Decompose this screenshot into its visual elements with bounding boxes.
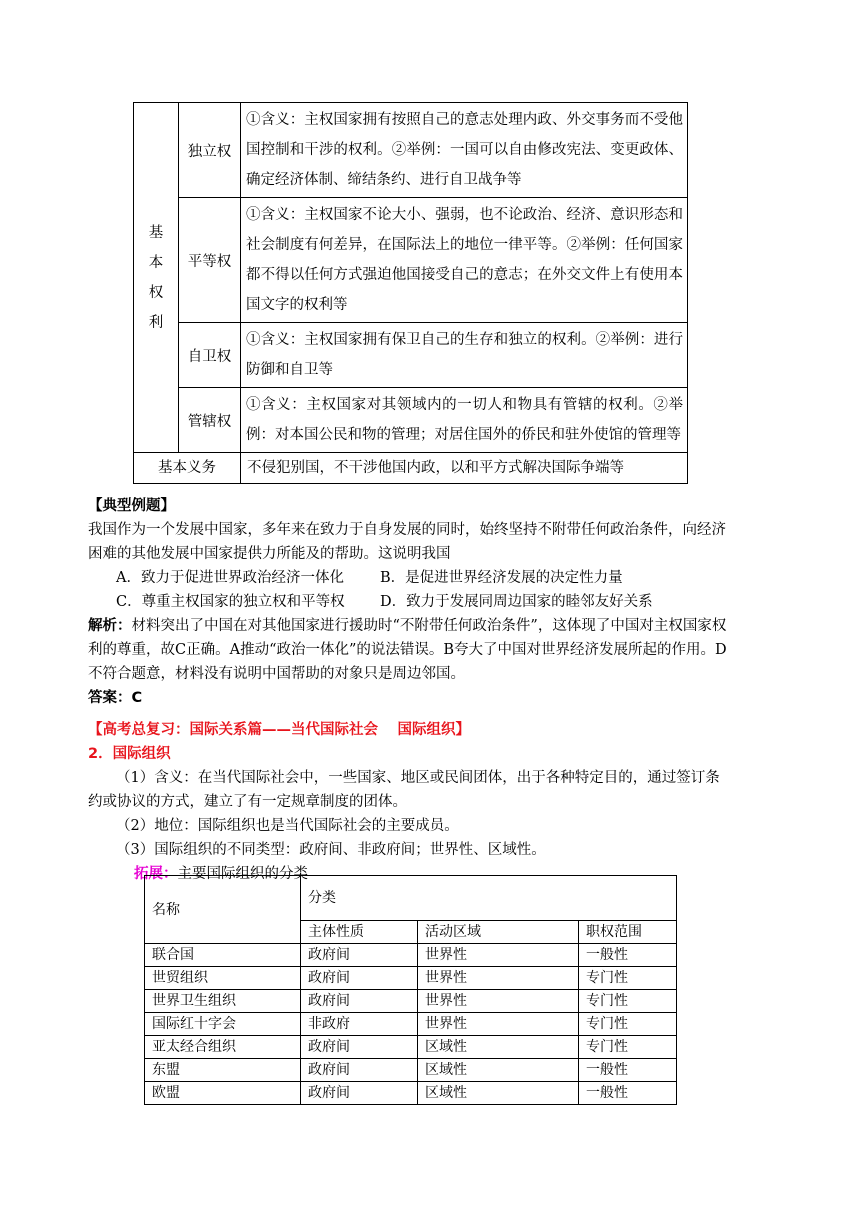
category-char: 利 xyxy=(148,314,164,331)
rights-row-jurisdiction xyxy=(134,388,688,453)
subheader-scope: 职权范围 xyxy=(579,921,677,944)
org-scope: 专门性 xyxy=(579,967,677,990)
table-row xyxy=(145,990,677,1013)
status-item: （2）地位：国际组织也是当代国际社会的主要成员。 xyxy=(116,818,459,834)
org-region: 区域性 xyxy=(418,1036,579,1059)
org-name: 欧盟 xyxy=(145,1082,301,1105)
org-nature: 政府间 xyxy=(301,1059,418,1082)
org-region: 世界性 xyxy=(418,944,579,967)
org-region: 世界性 xyxy=(418,1013,579,1036)
org-nature: 非政府 xyxy=(301,1013,418,1036)
right-name: 独立权 xyxy=(179,103,241,198)
rights-row-independence xyxy=(134,103,688,198)
option-c: C．尊重主权国家的独立权和平等权 xyxy=(116,594,345,610)
right-description: ①含义：主权国家对其领域内的一切人和物具有管辖的权利。②举例：对本国公民和物的管理；对居住国外的侨民和驻外使馆的管理等 xyxy=(241,388,688,453)
table-row xyxy=(145,944,677,967)
org-nature: 政府间 xyxy=(301,1036,418,1059)
right-name: 管辖权 xyxy=(179,388,241,453)
section-heading: 2．国际组织 xyxy=(88,746,171,762)
org-scope: 专门性 xyxy=(579,1013,677,1036)
org-name: 联合国 xyxy=(145,944,301,967)
org-scope: 一般性 xyxy=(579,1082,677,1105)
table-row xyxy=(145,1059,677,1082)
org-scope: 一般性 xyxy=(579,944,677,967)
org-nature: 政府间 xyxy=(301,967,418,990)
extension-label: 拓展： xyxy=(134,866,178,882)
rights-row-equality xyxy=(134,198,688,323)
org-region: 世界性 xyxy=(418,967,579,990)
extension-text: 主要国际组织的分类 xyxy=(177,866,308,882)
org-name: 世贸组织 xyxy=(145,967,301,990)
org-name: 东盟 xyxy=(145,1059,301,1082)
org-name: 亚太经合组织 xyxy=(145,1036,301,1059)
option-b: B．是促进世界经济发展的决定性力量 xyxy=(380,570,623,586)
review-title: 【高考总复习：国际关系篇——当代国际社会 国际组织】 xyxy=(88,722,471,738)
review-section xyxy=(88,718,728,886)
org-scope: 专门性 xyxy=(579,990,677,1013)
answer-line xyxy=(88,686,728,710)
right-description: ①含义：主权国家拥有按照自己的意志处理内政、外交事务而不受他国控制和干涉的权利。②举例：一国可以自由修改宪法、变更政体、确定经济体制、缔结条约、进行自卫战争等 xyxy=(241,103,688,198)
option-a: A．致力于促进世界政治经济一体化 xyxy=(116,570,344,586)
org-nature: 政府间 xyxy=(301,944,418,967)
example-question: 我国作为一个发展中国家，多年来在致力于自身发展的同时，始终坚持不附带任何政治条件，向经济困难的其他发展中国家提供力所能及的帮助。这说明我国 xyxy=(88,522,726,562)
right-name: 平等权 xyxy=(179,198,241,323)
category-char: 权 xyxy=(148,284,164,301)
org-header-row xyxy=(145,876,677,921)
types-item: （3）国际组织的不同类型：政府间、非政府间；世界性、区域性。 xyxy=(116,842,546,858)
org-region: 区域性 xyxy=(418,1059,579,1082)
answer-label: 答案： xyxy=(88,690,132,706)
org-nature: 政府间 xyxy=(301,1082,418,1105)
example-heading: 【典型例题】 xyxy=(88,498,175,514)
org-name: 国际红十字会 xyxy=(145,1013,301,1036)
options-row-1 xyxy=(88,566,728,590)
basic-duty-row xyxy=(134,453,688,484)
right-description: ①含义：主权国家拥有保卫自己的生存和独立的权利。②举例：进行防御和自卫等 xyxy=(241,323,688,388)
analysis-paragraph xyxy=(88,614,728,686)
org-name: 世界卫生组织 xyxy=(145,990,301,1013)
table-row xyxy=(145,967,677,990)
category-char: 本 xyxy=(148,254,164,271)
table-row xyxy=(145,1036,677,1059)
category-char: 基 xyxy=(148,224,164,241)
analysis-text: 材料突出了中国在对其他国家进行援助时“不附带任何政治条件”，这体现了中国对主权国家权利的尊重，故C正确。A推动“政治一体化”的说法错误。B夸大了中国对世界经济发展所起的作用。D不符合题意，材料没有说明中国帮助的对象只是周边邻国。 xyxy=(88,618,727,682)
org-scope: 专门性 xyxy=(579,1036,677,1059)
header-name: 名称 xyxy=(145,876,301,944)
org-nature: 政府间 xyxy=(301,990,418,1013)
answer-value: C xyxy=(131,690,143,706)
analysis-label: 解析： xyxy=(88,618,132,634)
basic-rights-label xyxy=(134,103,179,453)
duty-description: 不侵犯别国，不干涉他国内政，以和平方式解决国际争端等 xyxy=(241,453,688,484)
table-row xyxy=(145,1082,677,1105)
subheader-nature: 主体性质 xyxy=(301,921,418,944)
org-scope: 一般性 xyxy=(579,1059,677,1082)
rights-row-self-defense xyxy=(134,323,688,388)
subheader-region: 活动区域 xyxy=(418,921,579,944)
organizations-table xyxy=(144,875,677,1105)
right-name: 自卫权 xyxy=(179,323,241,388)
header-classification: 分类 xyxy=(301,876,677,921)
org-region: 区域性 xyxy=(418,1082,579,1105)
example-section xyxy=(88,494,728,710)
definition-item: （1）含义：在当代国际社会中，一些国家、地区或民间团体，出于各种特定目的，通过签订条约或协议的方式，建立了有一定规章制度的团体。 xyxy=(88,770,720,810)
basic-rights-table xyxy=(133,102,688,484)
option-d: D．致力于发展同周边国家的睦邻友好关系 xyxy=(380,594,653,610)
options-row-2 xyxy=(88,590,728,614)
org-region: 世界性 xyxy=(418,990,579,1013)
right-description: ①含义：主权国家不论大小、强弱，也不论政治、经济、意识形态和社会制度有何差异，在国际法上的地位一律平等。②举例：任何国家都不得以任何方式强迫他国接受自己的意志；在外交文件上有使用本国文字的权利等 xyxy=(241,198,688,323)
duty-name: 基本义务 xyxy=(134,453,241,484)
table-row xyxy=(145,1013,677,1036)
